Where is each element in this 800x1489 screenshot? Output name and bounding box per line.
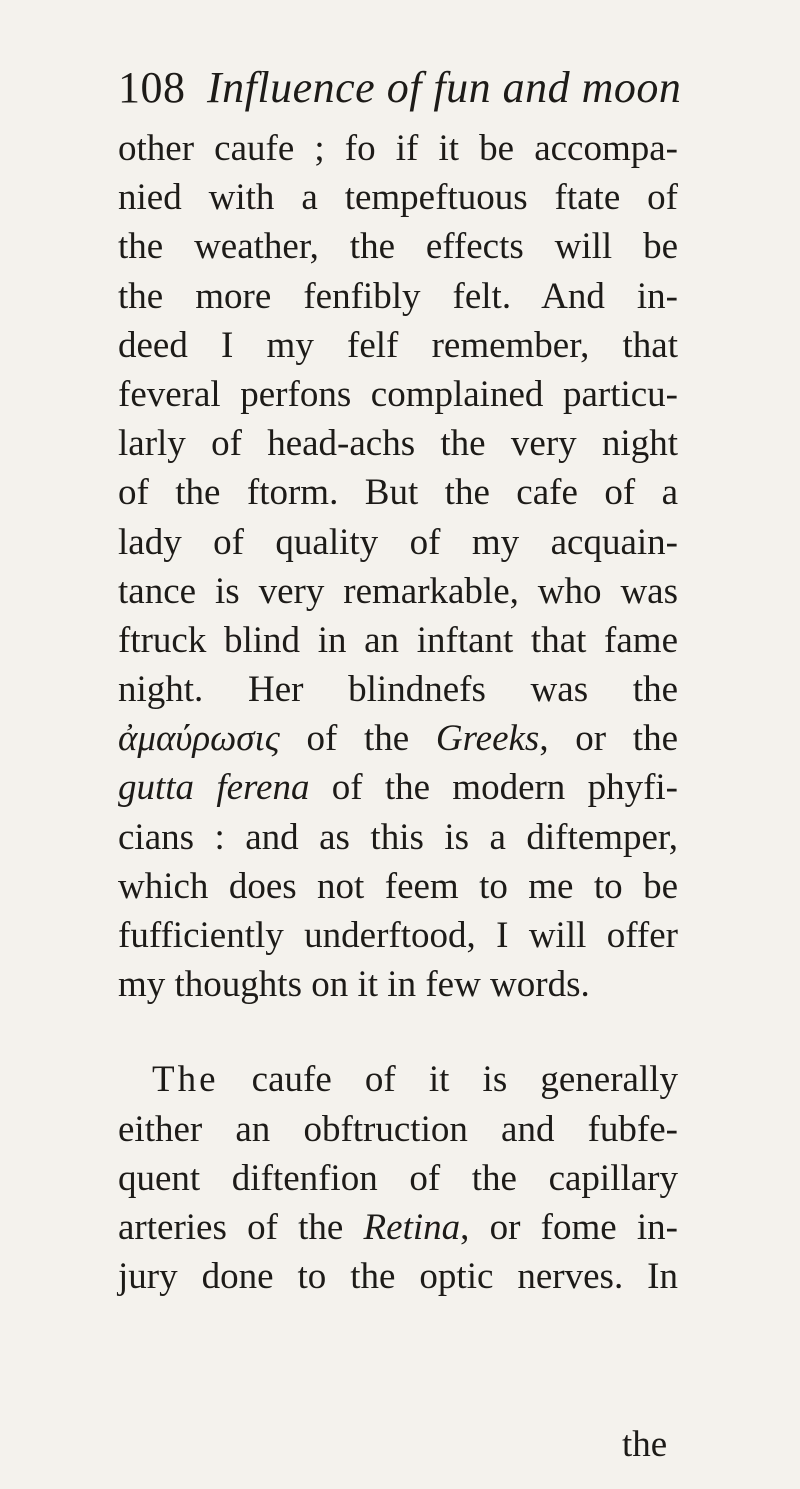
text-line: quent diftenfion of the capillary <box>118 1157 678 1199</box>
italic-term-gutta-serena: gutta ferena <box>118 767 310 809</box>
text-line: fufficiently underftood, I will offer <box>118 915 678 956</box>
text-line: lady of quality of my acquain- <box>118 521 678 563</box>
text-line: deed I my felf remember, that <box>118 324 678 366</box>
text-line: feveral perfons complained particu- <box>118 373 678 415</box>
text-line: other caufe ; fo if it be accompa- <box>118 128 678 169</box>
line-segment: , or fome in- <box>460 1206 678 1248</box>
text-line: the weather, the effects will be <box>118 226 678 268</box>
text-line: of the ftorm. But the cafe of a <box>118 472 678 514</box>
line-segment: , or the <box>539 718 678 760</box>
running-head <box>118 58 681 118</box>
line-segment: of the <box>279 718 436 760</box>
italic-term-retina: Retina <box>363 1206 461 1248</box>
text-line: night. Her blindnefs was the <box>118 669 678 711</box>
text-line-greek <box>118 714 678 763</box>
body-text <box>118 124 678 1301</box>
italic-term-greeks: Greeks <box>435 718 540 760</box>
text-line: tance is very remarkable, who was <box>118 570 678 612</box>
catchword: the <box>622 1424 668 1465</box>
line-segment: caufe of it is generally <box>218 1059 678 1101</box>
text-line-gutta <box>118 763 678 812</box>
text-line: cians : and as this is a diftemper, <box>118 816 678 858</box>
line-segment: of the modern phyfi- <box>309 767 678 809</box>
text-line: nied with a tempeftuous ftate of <box>118 177 678 219</box>
text-line: the more fenfibly felt. And in- <box>118 275 678 317</box>
text-line: jury done to the optic nerves. In <box>118 1256 678 1298</box>
text-line-retina <box>118 1203 678 1252</box>
text-line: larly of head-achs the very night <box>118 423 678 465</box>
paragraph-opening-line <box>118 1055 678 1104</box>
text-line: ftruck blind in an inftant that fame <box>118 619 678 661</box>
greek-term: ἀμαύρωσις <box>118 718 280 760</box>
line-segment: arteries of the <box>118 1206 364 1248</box>
page-number: 108 <box>118 63 186 112</box>
text-line: my thoughts on it in few words. <box>118 964 590 1006</box>
running-title: Influence of fun and moon <box>207 63 682 112</box>
text-line: which does not feem to me to be <box>118 865 678 907</box>
small-caps-lead: The <box>152 1059 219 1101</box>
text-line: either an obftruction and fubfe- <box>118 1108 678 1150</box>
paragraph-gap <box>118 1009 678 1055</box>
